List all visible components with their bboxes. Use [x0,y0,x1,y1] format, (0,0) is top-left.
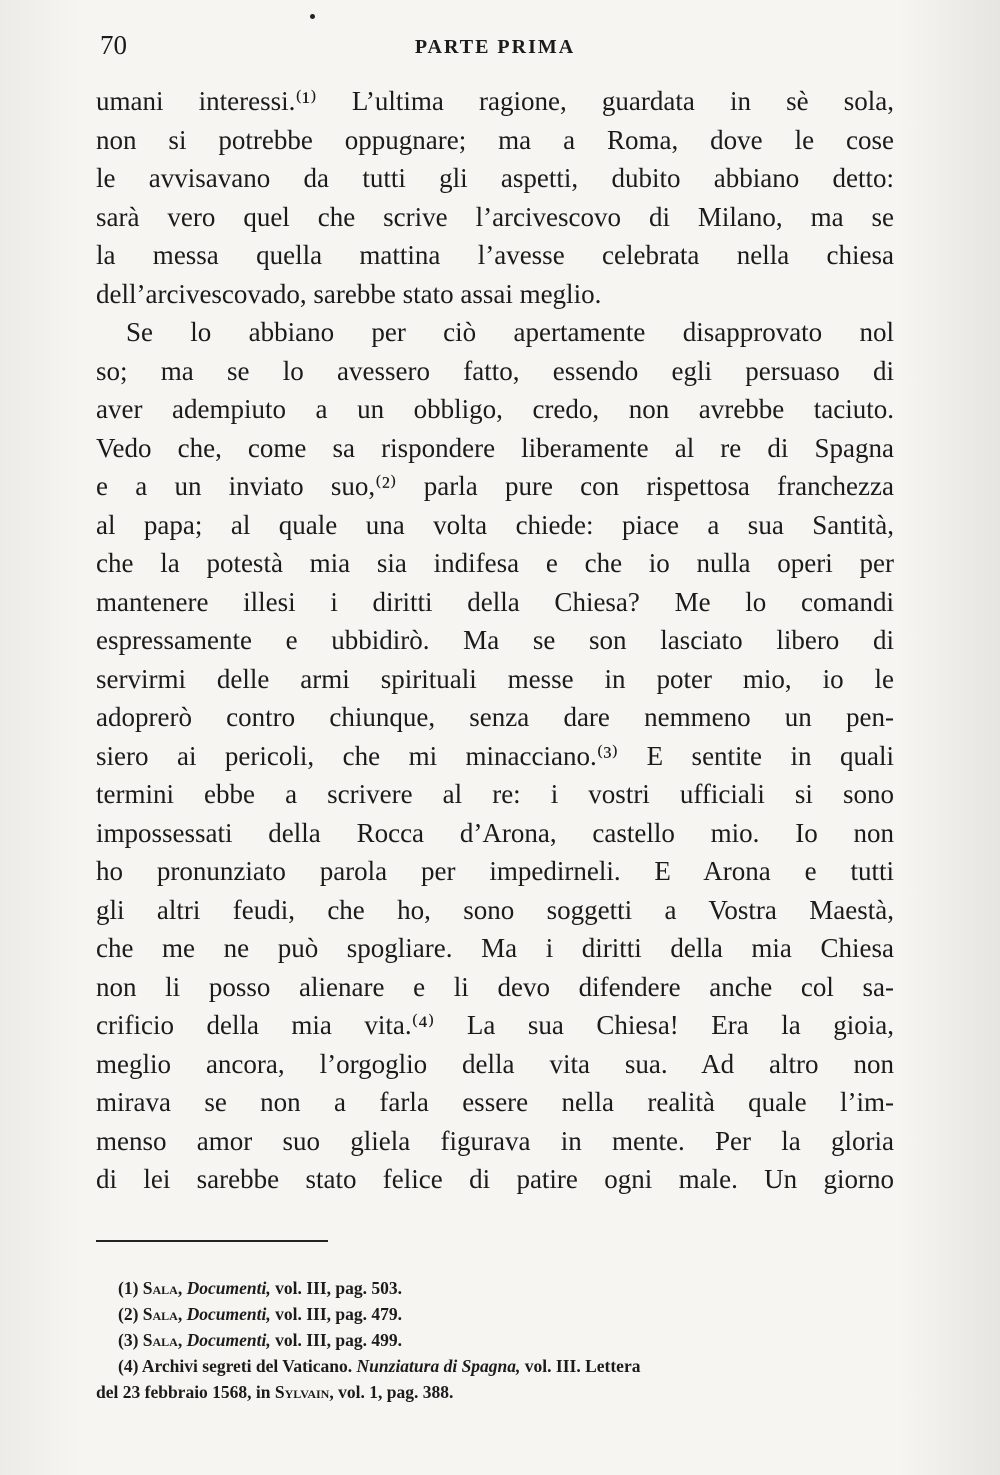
text-line: che la potestà mia sia indifesa e che io nulla operi per [96,548,894,578]
footnote-1: (1) Sala, Documenti, vol. III, pag. 503. [118,1278,402,1298]
footnote-author: Sala [142,1304,178,1324]
footnote-ref: vol. III. Lettera [520,1356,641,1376]
text-line: dell’arcivescovado, sarebbe stato assai meglio. [96,278,602,309]
text-line: ho pronunziato parola per impedirneli. E Arona e tutti [96,856,894,886]
footnote-ref: vol. III, pag. 503. [270,1278,402,1298]
footnote-marker: (4) [118,1356,139,1376]
footnote-marker: (3) [118,1330,139,1350]
body-text [96,82,894,1199]
text-line: al papa; al quale una volta chiede: piace a sua Santità, [96,509,894,540]
page-number: 70 [100,30,127,60]
footnote-ref: vol. III, pag. 479. [270,1304,402,1324]
footnote-work: Documenti, [186,1278,271,1298]
text-line: Vedo che, come sa rispondere liberamente al re di Spagna [96,432,894,463]
text-line: Se lo abbiano per ciò apertamente disapprovato nol [126,317,894,347]
footnote-ref: vol. III, pag. 499. [270,1330,402,1350]
footnote-work: Nunziatura di Spagna, [356,1356,521,1376]
footnote-author: Sylvain [274,1382,330,1402]
print-speck [310,14,315,19]
footnote-marker: (2) [118,1304,139,1324]
text-line: sarà vero quel che scrive l’arcivescovo di Milano, ma se [96,201,894,232]
text-line: crificio della mia vita.⁽⁴⁾ La sua Chiesa! Era la gioia, [96,1010,894,1040]
footnote-work: Documenti, [186,1330,271,1350]
footnote-work: Documenti, [186,1304,271,1324]
text-line: espressamente e ubbidirò. Ma se son lasciato libero di [96,625,894,655]
text-line: gli altri feudi, che ho, sono soggetti a Vostra Maestà, [96,894,894,925]
footnote-divider [96,1240,328,1242]
footnote-author: Sala [142,1330,178,1350]
footnote-4-continuation [96,1379,894,1405]
text-line: adoprerò contro chiunque, senza dare nemmeno un pen- [96,702,894,732]
text-line: menso amor suo gliela figurava in mente. Per la gloria [96,1125,894,1156]
text-line: termini ebbe a scrivere al re: i vostri ufficiali si sono [96,779,894,809]
footnote-source: del 23 febbraio 1568, in [96,1382,275,1402]
footnotes [96,1275,894,1405]
text-line: le avvisavano da tutti gli aspetti, dubito abbiano detto: [96,163,894,193]
text-line: di lei sarebbe stato felice di patire ogni male. Un giorno [96,1164,894,1194]
footnote-marker: (1) [118,1278,139,1298]
text-line: servirmi delle armi spirituali messe in poter mio, io le [96,663,894,694]
text-line: non li posso alienare e li devo difendere anche col sa- [96,971,894,1002]
text-line: mirava se non a farla essere nella realità quale l’im- [96,1087,894,1117]
text-line: meglio ancora, l’orgoglio della vita sua. Ad altro non [96,1048,894,1079]
text-line: che me ne può spogliare. Ma i diritti della mia Chiesa [96,933,894,963]
page-header [100,30,890,66]
text-line: aver adempiuto a un obbligo, credo, non avrebbe taciuto. [96,394,894,424]
footnote-author: Sala [142,1278,178,1298]
footnote-source: Archivi segreti del Vaticano. [141,1356,357,1376]
text-line: mantenere illesi i diritti della Chiesa? Me lo comandi [96,586,894,617]
text-line: umani interessi.⁽¹⁾ L’ultima ragione, guardata in sè sola, [96,86,894,116]
footnote-4 [96,1353,894,1379]
footnote-2: (2) Sala, Documenti, vol. III, pag. 479. [118,1304,402,1324]
text-line: e a un inviato suo,⁽²⁾ parla pure con rispettosa franchezza [96,471,894,501]
text-line: la messa quella mattina l’avesse celebrata nella chiesa [96,240,894,270]
footnote-ref: , vol. 1, pag. 388. [329,1382,454,1402]
text-line: siero ai pericoli, che mi minacciano.⁽³⁾ E sentite in quali [96,740,894,771]
footnote-3: (3) Sala, Documenti, vol. III, pag. 499. [118,1330,402,1350]
text-line: impossessati della Rocca d’Arona, castello mio. Io non [96,817,894,848]
text-line: non si potrebbe oppugnare; ma a Roma, dove le cose [96,124,894,155]
running-title: PARTE PRIMA [414,36,576,58]
text-line: so; ma se lo avessero fatto, essendo egli persuaso di [96,355,894,386]
